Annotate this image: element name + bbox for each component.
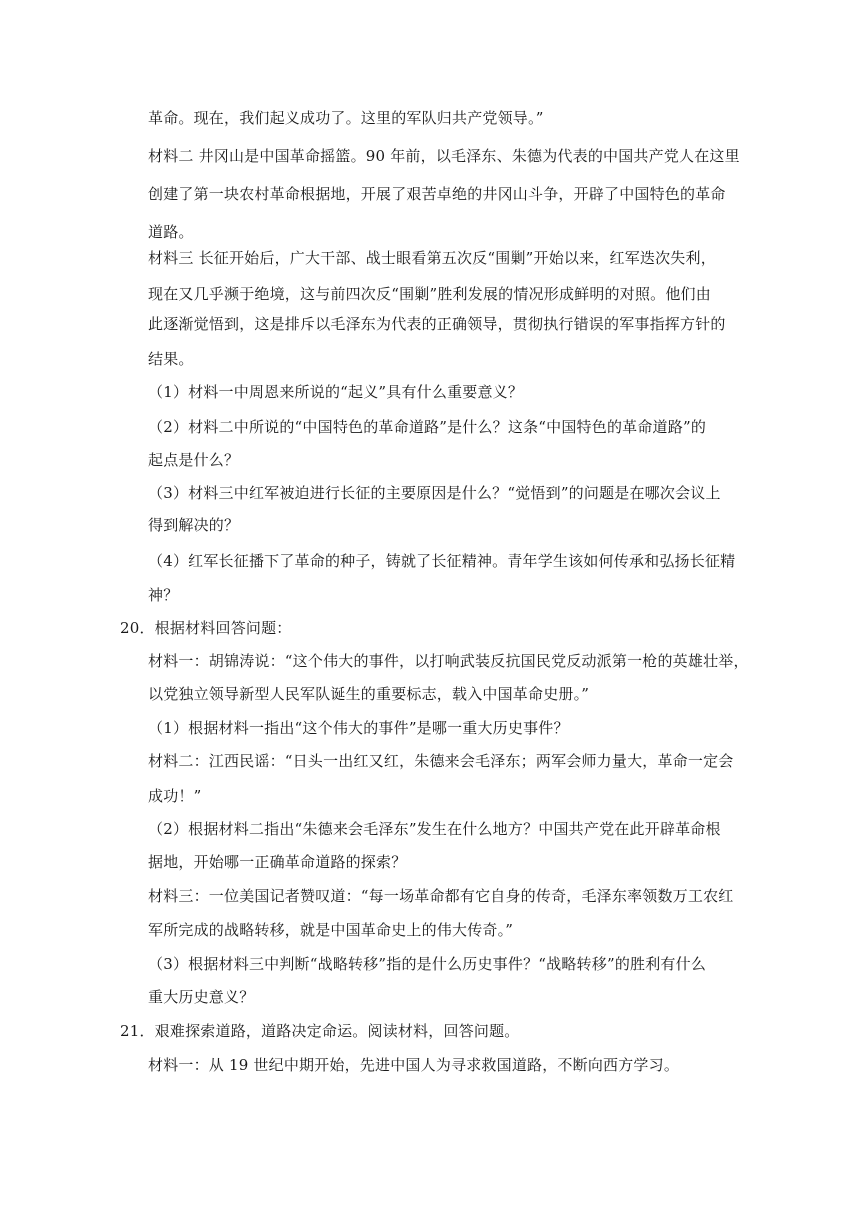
question-20-2: （2）根据材料二指出“朱德来会毛泽东”发生在什么地方？中国共产党在此开辟革命根 — [148, 820, 721, 838]
text-line: 以党独立领导新型人民军队诞生的重要标志，载入中国革命史册。” — [148, 685, 590, 703]
text-line: 结果。 — [148, 350, 194, 368]
question-20-title: 20．根据材料回答问题： — [120, 619, 292, 637]
text-line: 军所完成的战略转移，就是中国革命史上的伟大传奇。” — [148, 921, 514, 939]
text-line: 起点是什么？ — [148, 451, 240, 469]
text-line: 材料三 长征开始后，广大干部、战士眼看第五次反“围剿”开始以来，红军迭次失利， — [148, 249, 716, 267]
question-1: （1）材料一中周恩来所说的“起义”具有什么重要意义？ — [148, 383, 524, 401]
question-20-1: （1）根据材料一指出“这个伟大的事件”是哪一重大历史事件？ — [148, 719, 569, 737]
question-2: （2）材料二中所说的“中国特色的革命道路”是什么？这条“中国特色的革命道路”的 — [148, 418, 707, 436]
text-line: 革命。现在，我们起义成功了。这里的军队归共产党领导。” — [148, 109, 544, 127]
question-4: （4）红军长征播下了革命的种子，铸就了长征精神。青年学生该如何传承和弘扬长征精 — [148, 552, 736, 570]
text-line: 材料一：从 19 世纪中期开始，先进中国人为寻求救国道路，不断向西方学习。 — [148, 1056, 680, 1074]
question-21-title: 21．艰难探索道路，道路决定命运。阅读材料，回答问题。 — [120, 1022, 520, 1040]
text-line: 据地，开始哪一正确革命道路的探索？ — [148, 853, 407, 871]
text-line: 创建了第一块农村革命根据地，开展了艰苦卓绝的井冈山斗争，开辟了中国特色的革命 — [148, 185, 726, 203]
text-line: 材料二：江西民谣：“日头一出红又红，朱德来会毛泽东；两军会师力量大，革命一定会 — [148, 752, 734, 770]
text-line: 此逐渐觉悟到，这是排斥以毛泽东为代表的正确领导，贯彻执行错误的军事指挥方针的 — [148, 315, 726, 333]
question-3: （3）材料三中红军被迫进行长征的主要原因是什么？“觉悟到”的问题是在哪次会议上 — [148, 484, 721, 502]
text-line: 道路。 — [148, 223, 194, 241]
question-20-3: （3）根据材料三中判断“战略转移”指的是什么历史事件？“战略转移”的胜利有什么 — [148, 955, 707, 973]
text-line: 材料三：一位美国记者赞叹道：“每一场革命都有它自身的传奇，毛泽东率领数万工农红 — [148, 887, 734, 905]
text-line: 材料一：胡锦涛说：“这个伟大的事件，以打响武装反抗国民党反动派第一枪的英雄壮举， — [148, 652, 749, 670]
text-line: 神？ — [148, 586, 179, 604]
text-line: 成功！” — [148, 787, 202, 805]
text-line: 重大历史意义？ — [148, 988, 255, 1006]
text-line: 现在又几乎濒于绝境，这与前四次反“围剿”胜利发展的情况形成鲜明的对照。他们由 — [148, 285, 711, 303]
text-line: 材料二 井冈山是中国革命摇篮。90 年前，以毛泽东、朱德为代表的中国共产党人在这里 — [148, 147, 740, 165]
text-line: 得到解决的？ — [148, 516, 240, 534]
